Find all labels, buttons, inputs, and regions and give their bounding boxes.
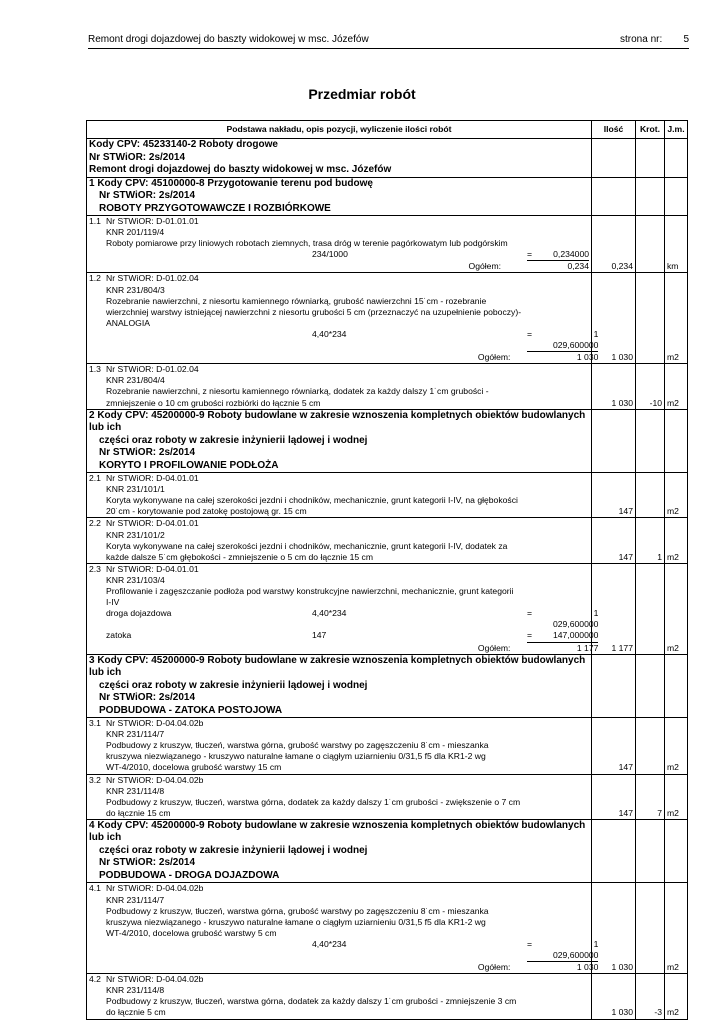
calc-line: 234/1000 = 0,234000 — [106, 249, 589, 261]
item-krot — [636, 216, 665, 273]
top-cpv: Kody CPV: 45233140-2 Roboty drogowe — [89, 139, 278, 150]
item-stwior: Nr STWiOR: D-04.01.01 — [106, 473, 199, 484]
item-desc: Podbudowy z kruszyw, tłuczeń, warstwa górna, dodatek za każdy dalszy 1˙cm grubości - zmniejszenie 3 cm — [106, 996, 517, 1007]
top-name: Remont drogi dojazdowej do baszty widokowej w msc. Józefów — [89, 164, 392, 175]
section-row — [87, 819, 688, 883]
item-knr: KNR 231/114/7 — [106, 729, 165, 740]
item-desc: Podbudowy z kruszyw, tłuczeń, warstwa górna, grubość warstwy po zagęszczeniu 8˙cm - mieszanka — [106, 740, 489, 751]
item-stwior: Nr STWiOR: D-04.04.02b — [106, 774, 204, 785]
item-unit: m2 — [665, 518, 688, 563]
table-row — [87, 883, 688, 974]
item-stwior: Nr STWiOR: D-01.02.04 — [106, 364, 199, 375]
item-krot: 7 — [636, 774, 665, 819]
item-number: 2.2 — [89, 518, 101, 529]
item-krot — [636, 563, 665, 654]
section-row — [87, 654, 688, 718]
item-krot: -10 — [636, 364, 665, 409]
item-stwior: Nr STWiOR: D-04.04.02b — [106, 974, 204, 985]
page-number-label: strona nr: — [620, 34, 663, 45]
section-cpv-cont: części oraz roboty w zakresie inżynierii lądowej i wodnej — [99, 434, 368, 446]
table-row — [87, 216, 688, 273]
item-desc: WT-4/2010, docelowa grubość warstwy 15 cm — [106, 762, 282, 773]
item-krot — [636, 273, 665, 364]
item-desc: każde dalsze 5˙cm głębokości - zmniejszenie o 5 cm do łącznie 15 cm — [106, 551, 374, 562]
calc-line: 4,40*234 = 1 029,600000 — [106, 329, 598, 352]
item-krot: -3 — [636, 974, 665, 1019]
item-desc: Koryta wykonywane na całej szerokości jezdni i chodników, mechanicznie, grunt kategorii I-IV, dodatek za — [106, 540, 508, 551]
section-cpv: 2 Kody CPV: 45200000-9 Roboty budowlane w zakresie wznoszenia kompletnych obiektów budowlanych lub ich — [89, 409, 586, 434]
item-desc: Podbudowy z kruszyw, tłuczeń, warstwa górna, dodatek za każdy dalszy 1˙cm grubości - zwiększenie o 7 cm — [106, 796, 521, 807]
document-title: Przedmiar robót — [308, 86, 416, 102]
section-stwior: Nr STWiOR: 2s/2014 — [99, 447, 196, 459]
item-unit: m2 — [665, 273, 688, 364]
section-row — [87, 177, 688, 216]
calc-line: zatoka 147 = 147,000000 — [106, 630, 598, 642]
item-qty: 1 030 — [592, 273, 636, 364]
item-desc: Rozebranie nawierzchni, z niesortu kamiennego równiarką, dodatek za każdy dalszy 1˙cm grubości - — [106, 386, 489, 397]
top-stwior: Nr STWiOR: 2s/2014 — [89, 151, 186, 163]
item-qty: 147 — [592, 473, 636, 518]
item-qty: 0,234 — [592, 216, 636, 273]
section-cpv: 3 Kody CPV: 45200000-9 Roboty budowlane w zakresie wznoszenia kompletnych obiektów budowlanych lub ich — [89, 654, 586, 679]
item-number: 1.2 — [89, 273, 101, 284]
item-desc: ANALOGIA — [106, 317, 150, 328]
item-krot — [636, 718, 665, 774]
section-stwior: Nr STWiOR: 2s/2014 — [99, 692, 196, 704]
col-desc-header: Podstawa nakładu, opis pozycji, wyliczenie ilości robót — [87, 121, 592, 139]
item-qty: 147 — [592, 518, 636, 563]
item-knr: KNR 201/119/4 — [106, 227, 165, 238]
item-krot — [636, 473, 665, 518]
item-desc: Profilowanie i zagęszczanie podłoża pod warstwy konstrukcyjne nawierzchni, mechanicznie, grunt kategorii — [106, 586, 514, 597]
item-qty: 1 030 — [592, 974, 636, 1019]
item-unit: m2 — [665, 473, 688, 518]
item-desc: Koryta wykonywane na całej szerokości jezdni i chodników, mechanicznie, grunt kategorii I-IV, na głębokości — [106, 495, 518, 506]
item-stwior: Nr STWiOR: D-01.01.01 — [106, 216, 199, 226]
page-number: 5 — [683, 34, 689, 45]
estimate-table — [86, 120, 688, 1020]
item-knr: KNR 231/103/4 — [106, 574, 165, 585]
item-knr: KNR 231/804/3 — [106, 284, 165, 295]
table-row — [87, 718, 688, 774]
item-desc: I-IV — [106, 597, 120, 608]
item-stwior: Nr STWiOR: D-01.02.04 — [106, 273, 199, 284]
item-knr: KNR 231/101/1 — [106, 484, 165, 495]
item-qty: 147 — [592, 774, 636, 819]
item-desc: kruszywa niezwiązanego - kruszywo naturalne łamane o ciągłym uziarnieniu 0/31,5 f5 dla KR1-2 wg — [106, 751, 486, 762]
total-line: Ogółem: 0,234 — [468, 261, 589, 272]
section-name: PODBUDOWA - DROGA DOJAZDOWA — [99, 869, 280, 881]
item-desc: Rozebranie nawierzchni, z niesortu kamiennego równiarką, grubość nawierzchni 15˙cm - rozebranie — [106, 295, 487, 306]
section-row — [87, 409, 688, 473]
item-desc: 20˙cm - korytowanie pod zatokę postojową gr. 15 cm — [106, 506, 307, 517]
item-number: 2.3 — [89, 563, 101, 574]
section-cpv-cont: części oraz roboty w zakresie inżynierii lądowej i wodnej — [99, 844, 368, 856]
item-number: 4.1 — [89, 883, 101, 894]
item-desc: wierzchniej warstwy istniejącej nawierzchni z niesortu grubości 5 cm (przeznaczyć na uzupełnienie poboczy)- — [106, 306, 522, 317]
table-row — [87, 774, 688, 819]
table-row — [87, 364, 688, 409]
item-knr: KNR 231/114/8 — [106, 985, 165, 996]
item-krot: 1 — [636, 518, 665, 563]
item-unit: m2 — [665, 563, 688, 654]
item-desc: kruszywa niezwiązanego - kruszywo naturalne łamane o ciągłym uziarnieniu 0/31,5 f5 dla KR1-2 wg — [106, 916, 486, 927]
item-desc: WT-4/2010, docelowa grubość warstwy 5 cm — [106, 927, 277, 938]
section-stwior: Nr STWiOR: 2s/2014 — [99, 190, 196, 201]
item-knr: KNR 231/101/2 — [106, 529, 165, 540]
item-krot — [636, 883, 665, 974]
item-unit: km — [665, 216, 688, 273]
total-line: Ogółem: 1 030 — [477, 962, 599, 973]
total-line: Ogółem: 1 177 — [477, 642, 599, 653]
item-number: 4.2 — [89, 974, 101, 985]
col-qty-header: Ilość — [592, 121, 636, 139]
item-stwior: Nr STWiOR: D-04.04.02b — [106, 883, 204, 894]
item-stwior: Nr STWiOR: D-04.01.01 — [106, 563, 199, 574]
table-row — [87, 518, 688, 563]
col-unit-header: J.m. — [665, 121, 688, 139]
item-unit: m2 — [665, 718, 688, 774]
item-stwior: Nr STWiOR: D-04.04.02b — [106, 718, 204, 729]
item-desc: Roboty pomiarowe przy liniowych robotach ziemnych, trasa dróg w terenie pagórkowatym lub podgórskim — [106, 238, 508, 249]
header-title: Remont drogi dojazdowej do baszty widokowej w msc. Józefów — [88, 34, 369, 45]
item-knr: KNR 231/804/4 — [106, 375, 165, 386]
item-knr: KNR 231/114/7 — [106, 894, 165, 905]
item-number: 3.2 — [89, 774, 101, 785]
item-desc: do łącznie 5 cm — [106, 1007, 166, 1018]
item-qty: 147 — [592, 718, 636, 774]
item-unit: m2 — [665, 774, 688, 819]
item-unit: m2 — [665, 883, 688, 974]
item-knr: KNR 231/114/8 — [106, 785, 165, 796]
item-number: 2.1 — [89, 473, 101, 484]
top-level-row — [87, 139, 688, 178]
section-name: PODBUDOWA - ZATOKA POSTOJOWA — [99, 704, 283, 716]
item-unit: m2 — [665, 364, 688, 409]
item-unit: m2 — [665, 974, 688, 1019]
total-line: Ogółem: 1 030 — [477, 352, 599, 363]
item-desc: zmniejszenie o 10 cm grubości rozbiórki do łącznie 5 cm — [106, 397, 321, 408]
item-qty: 1 030 — [592, 883, 636, 974]
section-stwior: Nr STWiOR: 2s/2014 — [99, 857, 196, 869]
section-cpv: 1 Kody CPV: 45100000-8 Przygotowanie terenu pod budowę — [89, 177, 373, 189]
table-row — [87, 473, 688, 518]
table-header-row — [87, 121, 688, 139]
item-desc: Podbudowy z kruszyw, tłuczeń, warstwa górna, grubość warstwy po zagęszczeniu 8˙cm - mieszanka — [106, 905, 489, 916]
calc-line: 4,40*234 = 1 029,600000 — [106, 939, 598, 962]
section-cpv: 4 Kody CPV: 45200000-9 Roboty budowlane w zakresie wznoszenia kompletnych obiektów budowlanych lub ich — [89, 819, 586, 844]
item-number: 1.1 — [89, 216, 101, 226]
table-row — [87, 273, 688, 364]
item-stwior: Nr STWiOR: D-04.01.01 — [106, 518, 199, 529]
table-row — [87, 563, 688, 654]
section-name: KORYTO I PROFILOWANIE PODŁOŻA — [99, 459, 279, 471]
section-name: ROBOTY PRZYGOTOWAWCZE I ROZBIÓRKOWE — [99, 202, 331, 214]
page-header — [88, 34, 689, 49]
table-row — [87, 974, 688, 1019]
item-number: 1.3 — [89, 364, 101, 375]
item-number: 3.1 — [89, 718, 101, 729]
col-krot-header: Krot. — [636, 121, 665, 139]
item-desc: do łącznie 15 cm — [106, 807, 171, 818]
item-qty: 1 030 — [592, 364, 636, 409]
section-cpv-cont: części oraz roboty w zakresie inżynierii lądowej i wodnej — [99, 679, 368, 691]
calc-line: droga dojazdowa 4,40*234 = 1 029,600000 — [106, 608, 599, 630]
item-qty: 1 177 — [592, 563, 636, 654]
